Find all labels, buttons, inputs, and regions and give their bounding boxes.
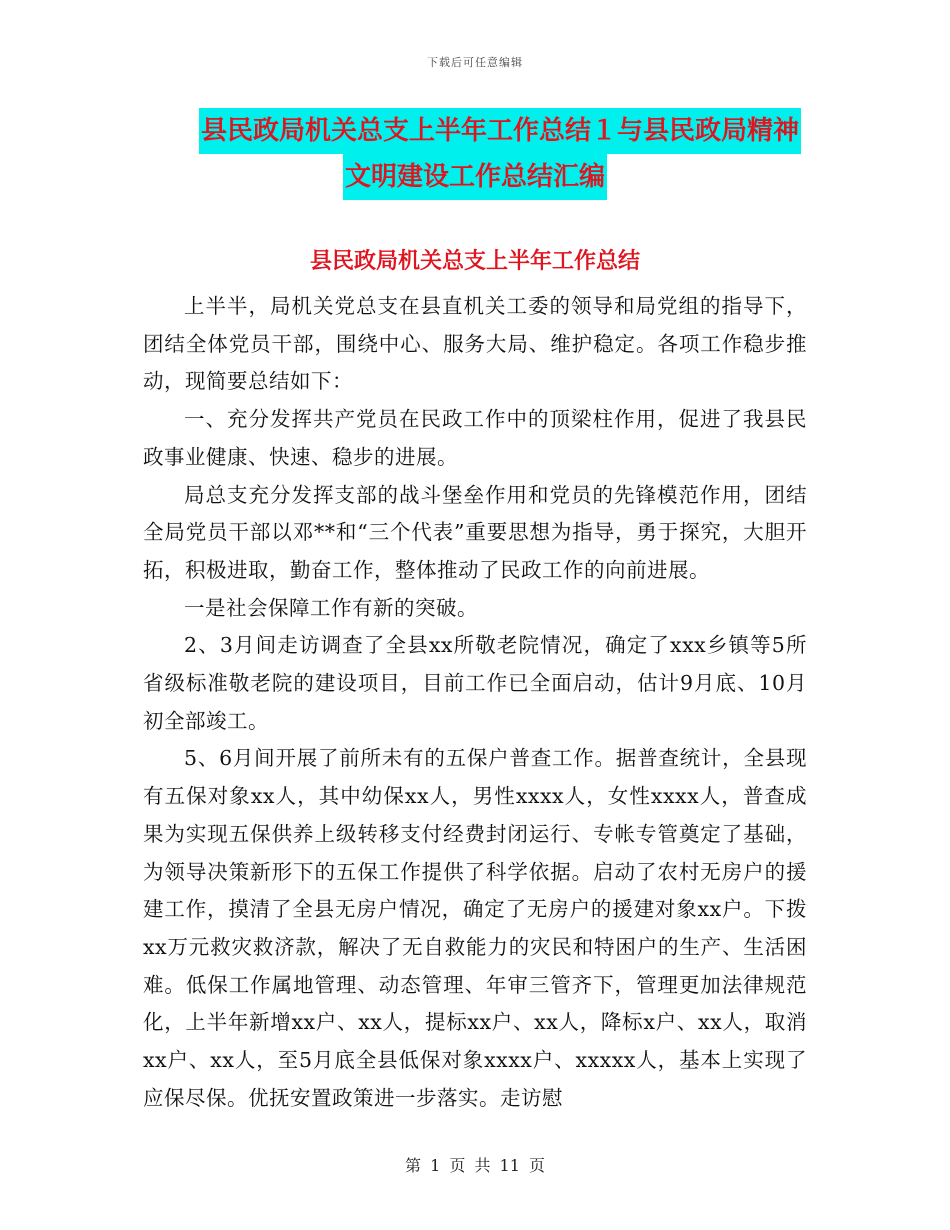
document-title-line-2: 文明建设工作总结汇编	[343, 154, 607, 200]
paragraph-6: 5、6月间开展了前所未有的五保户普查工作。据普查统计，全县现有五保对象xx人，其中幼保xx人，男性xxxx人，女性xxxx人，普查成果为实现五保供养上级转移支付经费封闭运行、专帐专管奠定了基础，为领导决策新形下的五保工作提供了科学依据。启动了农村无房户的援建工作，摸清了全县无房户情况，确定了无房户的援建对象xx户。下拨xx万元救灾救济款，解决了无自救能力的灾民和特困户的生产、生活困难。低保工作属地管理、动态管理、年审三管齐下，管理更加法律规范化，上半年新增xx户、xx人，提标xx户、xx人，降标x户、xx人，取消xx户、xx人，至5月底全县低保对象xxxx户、xxxxx人，基本上实现了应保尽保。优抚安置政策进一步落实。走访慰	[143, 746, 807, 1110]
paragraph-2: 一、充分发挥共产党员在民政工作中的顶梁柱作用，促进了我县民政事业健康、快速、稳步的进展。	[143, 407, 807, 469]
paragraph-1: 上半半，局机关党总支在县直机关工委的领导和局党组的指导下，团结全体党员干部，围绕中心、服务大局、维护稳定。各项工作稳步推动，现简要总结如下：	[143, 294, 807, 394]
paragraph-5: 2、3月间走访调查了全县xx所敬老院情况，确定了xxx乡镇等5所省级标准敬老院的建设项目，目前工作已全面启动，估计9月底、10月初全部竣工。	[143, 633, 807, 733]
paragraph-4: 一是社会保障工作有新的突破。	[184, 595, 478, 620]
document-title-line-1: 县民政局机关总支上半年工作总结１与县民政局精神	[199, 108, 801, 154]
paragraph-3: 局总支充分发挥支部的战斗堡垒作用和党员的先锋模范作用，团结全局党员干部以邓**和“三个代表”重要思想为指导，勇于探究，大胆开拓，积极进取，勤奋工作，整体推动了民政工作的向前进展。	[143, 482, 807, 582]
section-title: 县民政局机关总支上半年工作总结	[309, 249, 640, 274]
document-body	[143, 288, 807, 1117]
page-footer: 第 1 页 共 11 页	[405, 1156, 545, 1175]
page-header-note: 下载后可任意编辑	[427, 56, 523, 69]
document-title	[0, 108, 950, 200]
